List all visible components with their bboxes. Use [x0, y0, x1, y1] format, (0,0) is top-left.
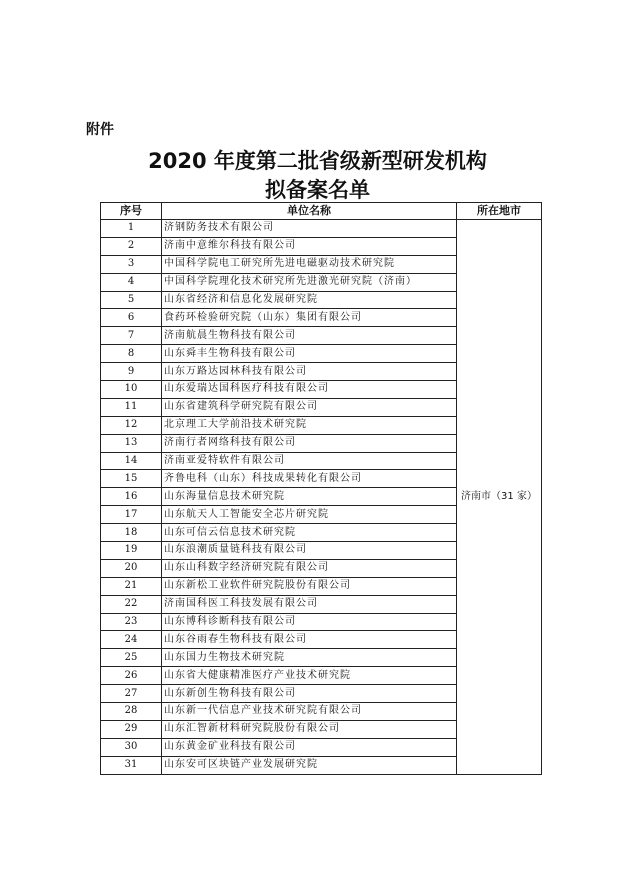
- row-seq: 22: [101, 595, 162, 613]
- row-name: 山东国力生物技术研究院: [162, 649, 457, 667]
- row-seq: 5: [101, 291, 162, 309]
- row-seq: 20: [101, 559, 162, 577]
- row-seq: 12: [101, 416, 162, 434]
- header-location: 所在地市: [457, 203, 542, 220]
- row-seq: 6: [101, 309, 162, 327]
- table-row: [101, 220, 542, 238]
- row-seq: 15: [101, 470, 162, 488]
- row-name: 山东博科诊断科技有限公司: [162, 613, 457, 631]
- row-seq: 16: [101, 488, 162, 506]
- document-title-line2: 拟备案名单: [265, 178, 370, 202]
- row-seq: 24: [101, 631, 162, 649]
- row-name: 山东爱瑞达国科医疗科技有限公司: [162, 381, 457, 399]
- row-name: 齐鲁电科（山东）科技成果转化有限公司: [162, 470, 457, 488]
- row-seq: 9: [101, 363, 162, 381]
- row-name: 山东汇智新材料研究院股份有限公司: [162, 720, 457, 738]
- row-name: 山东新创生物科技有限公司: [162, 685, 457, 703]
- row-seq: 2: [101, 237, 162, 255]
- row-seq: 1: [101, 220, 162, 238]
- table-header-row: [101, 203, 542, 220]
- row-name: 山东山科数字经济研究院有限公司: [162, 559, 457, 577]
- row-name: 山东谷雨春生物科技有限公司: [162, 631, 457, 649]
- row-name: 食药环检验研究院（山东）集团有限公司: [162, 309, 457, 327]
- row-name: 山东黄金矿业科技有限公司: [162, 738, 457, 756]
- row-seq: 29: [101, 720, 162, 738]
- row-name: 山东新一代信息产业技术研究院有限公司: [162, 703, 457, 721]
- row-seq: 13: [101, 434, 162, 452]
- row-name: 山东省大健康精准医疗产业技术研究院: [162, 667, 457, 685]
- row-name: 山东省经济和信息化发展研究院: [162, 291, 457, 309]
- header-seq: 序号: [101, 203, 162, 220]
- row-name: 济南航晨生物科技有限公司: [162, 327, 457, 345]
- row-seq: 25: [101, 649, 162, 667]
- row-seq: 31: [101, 756, 162, 774]
- row-name: 中国科学院电工研究所先进电磁驱动技术研究院: [162, 255, 457, 273]
- row-name: 山东舜丰生物科技有限公司: [162, 345, 457, 363]
- row-name: 济南行者网络科技有限公司: [162, 434, 457, 452]
- row-seq: 10: [101, 381, 162, 399]
- row-name: 山东安可区块链产业发展研究院: [162, 756, 457, 774]
- attachment-label: 附件: [86, 122, 114, 138]
- row-name: 济钢防务技术有限公司: [162, 220, 457, 238]
- row-name: 山东新松工业软件研究院股份有限公司: [162, 577, 457, 595]
- row-name: 山东航天人工智能安全芯片研究院: [162, 506, 457, 524]
- row-seq: 11: [101, 398, 162, 416]
- row-seq: 26: [101, 667, 162, 685]
- row-name: 山东浪潮质量链科技有限公司: [162, 542, 457, 560]
- row-name: 山东省建筑科学研究院有限公司: [162, 398, 457, 416]
- row-name: 济南国科医工科技发展有限公司: [162, 595, 457, 613]
- row-seq: 14: [101, 452, 162, 470]
- row-seq: 18: [101, 524, 162, 542]
- row-seq: 3: [101, 255, 162, 273]
- row-seq: 21: [101, 577, 162, 595]
- row-name: 中国科学院理化技术研究所先进激光研究院（济南）: [162, 273, 457, 291]
- row-name: 山东海量信息技术研究院: [162, 488, 457, 506]
- row-seq: 30: [101, 738, 162, 756]
- row-seq: 4: [101, 273, 162, 291]
- header-name: 单位名称: [162, 203, 457, 220]
- location-cell: 济南市（31 家）: [457, 220, 542, 775]
- row-name: 济南中意维尔科技有限公司: [162, 237, 457, 255]
- row-seq: 19: [101, 542, 162, 560]
- institution-table: [100, 202, 542, 775]
- row-seq: 23: [101, 613, 162, 631]
- row-name: 山东可信云信息技术研究院: [162, 524, 457, 542]
- row-seq: 27: [101, 685, 162, 703]
- row-name: 北京理工大学前沿技术研究院: [162, 416, 457, 434]
- row-seq: 7: [101, 327, 162, 345]
- row-seq: 28: [101, 703, 162, 721]
- row-name: 济南亚爱特软件有限公司: [162, 452, 457, 470]
- row-name: 山东万路达园林科技有限公司: [162, 363, 457, 381]
- row-seq: 8: [101, 345, 162, 363]
- document-title-line1: 2020 年度第二批省级新型研发机构: [148, 149, 487, 173]
- table-body: [101, 220, 542, 775]
- row-seq: 17: [101, 506, 162, 524]
